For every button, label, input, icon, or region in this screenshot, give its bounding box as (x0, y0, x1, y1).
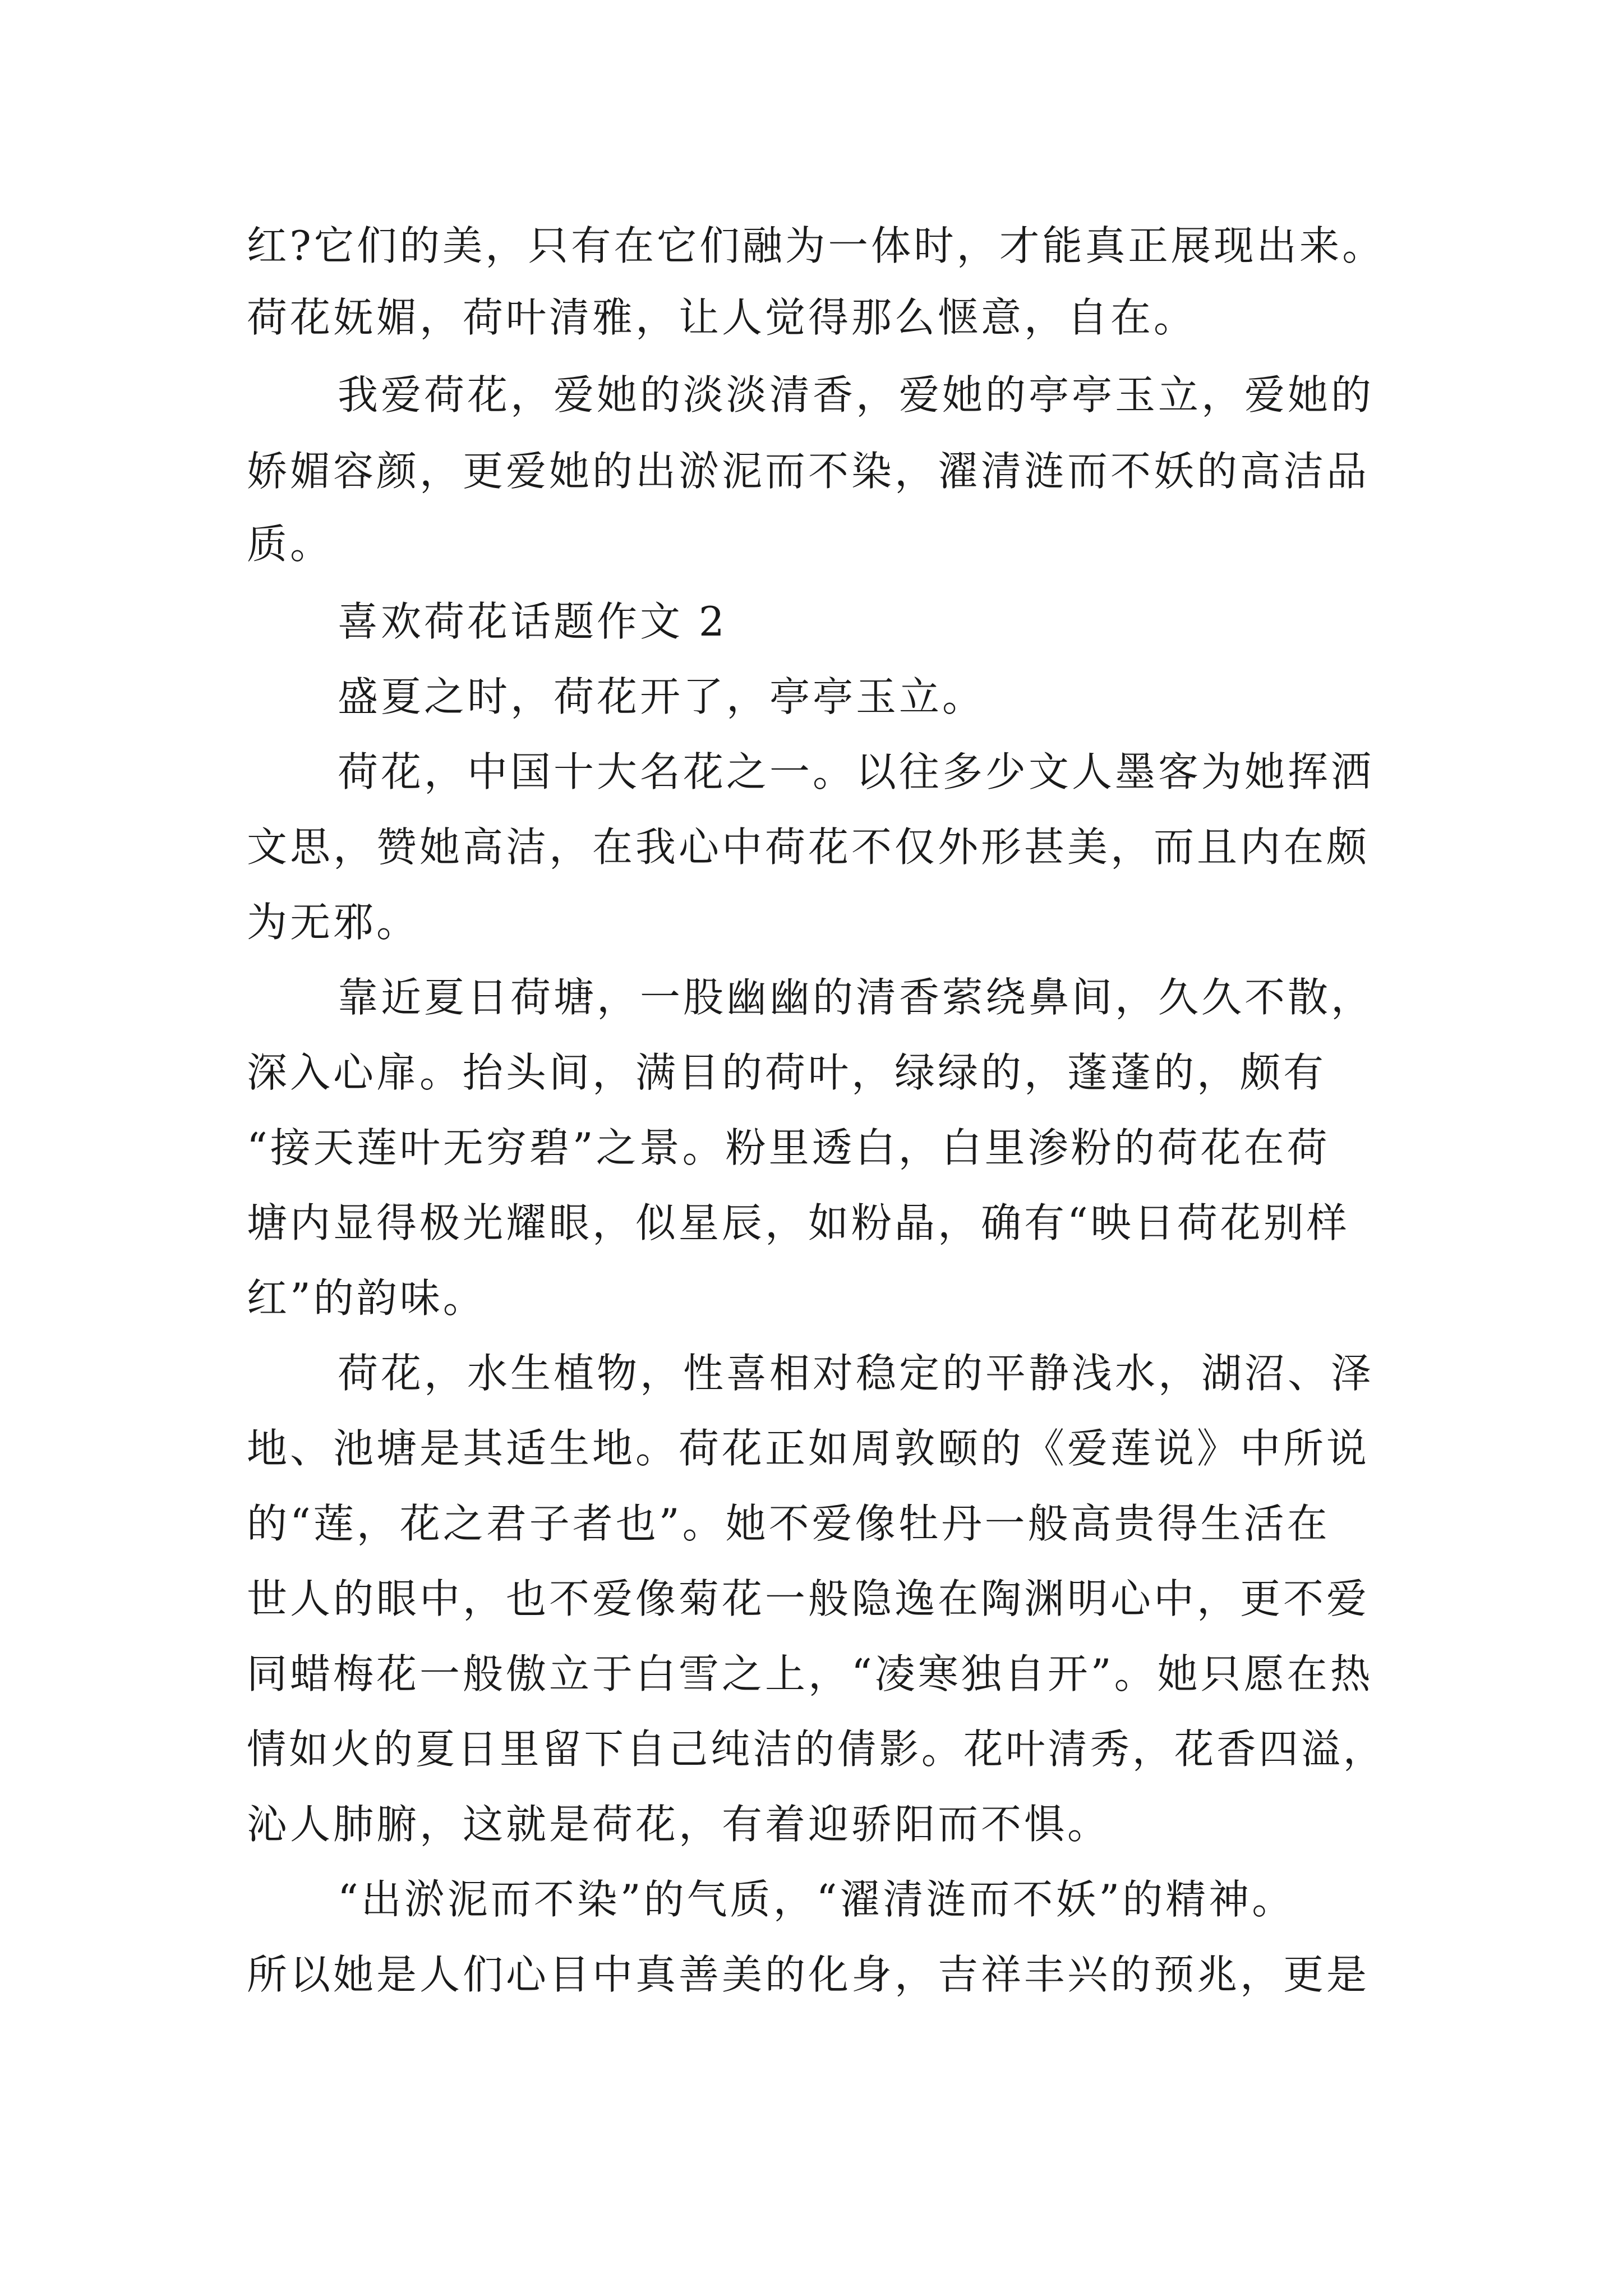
text-line: 文思，赞她高洁，在我心中荷花不仅外形甚美，而且内在颇 (247, 823, 1370, 871)
text-line: 为无邪。 (247, 899, 420, 946)
text-line: 荷花妩媚，荷叶清雅，让人觉得那么惬意，自在。 (247, 294, 1197, 341)
text-line: 沁人肺腑，这就是荷花，有着迎骄阳而不惧。 (247, 1801, 1111, 1848)
text-line: 世人的眼中，也不爱像菊花一般隐逸在陶渊明心中，更不爱 (247, 1575, 1370, 1622)
text-line: “出淤泥而不染”的气质，“濯清涟而不妖”的精神。 (338, 1876, 1295, 1923)
text-line: 同蜡梅花一般傲立于白雪之上，“凌寒独自开”。她只愿在热 (247, 1650, 1373, 1697)
text-line: “接天莲叶无穷碧”之景。粉里透白，白里渗粉的荷花在荷 (247, 1124, 1330, 1171)
text-line: 娇媚容颜，更爱她的出淤泥而不染，濯清涟而不妖的高洁品 (247, 448, 1370, 495)
text-line: 地、池塘是其适生地。荷花正如周敦颐的《爱莲说》中所说 (247, 1425, 1370, 1472)
text-line: 靠近夏日荷塘，一股幽幽的清香萦绕鼻间，久久不散， (338, 974, 1375, 1021)
text-line: 深入心扉。抬头间，满目的荷叶，绿绿的，蓬蓬的，颇有 (247, 1049, 1327, 1096)
section-heading: 喜欢荷花话题作文 2 (338, 598, 727, 645)
text-line: 红?它们的美，只有在它们融为一体时，才能真正展现出来。 (247, 222, 1385, 269)
text-line: 所以她是人们心目中真善美的化身，吉祥丰兴的预兆，更是 (247, 1951, 1370, 1998)
text-line: 我爱荷花，爱她的淡淡清香，爱她的亭亭玉立，爱她的 (338, 371, 1375, 418)
text-line: 红”的韵味。 (247, 1274, 486, 1322)
text-line: 荷花，中国十大名花之一。以往多少文人墨客为她挥洒 (338, 748, 1375, 795)
text-line: 的“莲，花之君子者也”。她不爱像牡丹一般高贵得生活在 (247, 1500, 1330, 1547)
text-line: 塘内显得极光耀眼，似星辰，如粉晶，确有“映日荷花别样 (247, 1199, 1350, 1246)
text-line: 盛夏之时，荷花开了，亭亭玉立。 (338, 673, 986, 720)
text-line: 情如火的夏日里留下自己纯洁的倩影。花叶清秀，花香四溢， (247, 1726, 1385, 1773)
text-line: 质。 (247, 521, 334, 568)
text-line: 荷花，水生植物，性喜相对稳定的平静浅水，湖沼、泽 (338, 1350, 1375, 1397)
